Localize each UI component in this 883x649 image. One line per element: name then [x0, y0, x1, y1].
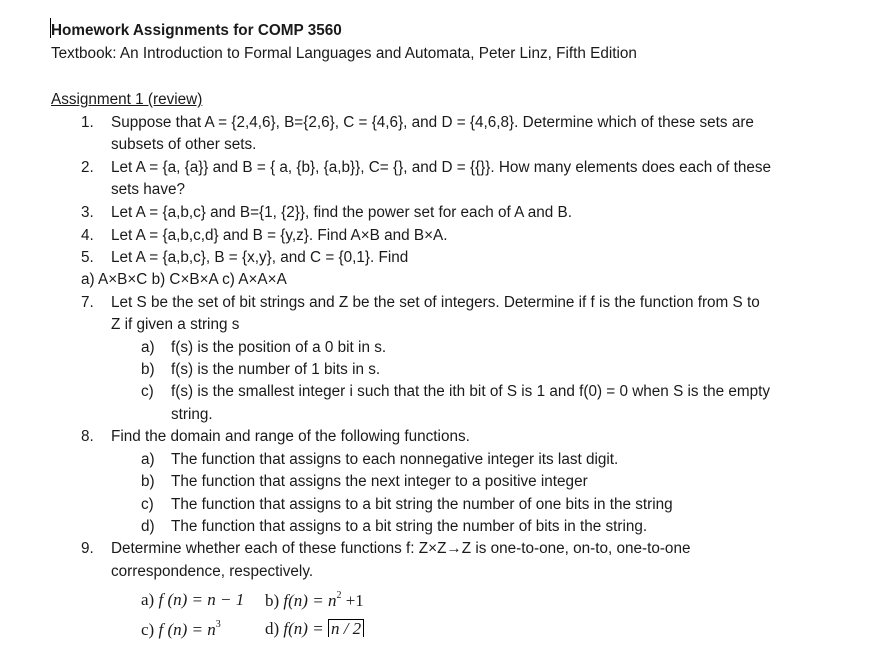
subitem-label: c) — [141, 383, 154, 400]
item-text: Determine whether each of these functions f: Z×Z→Z is one-to-one, on-to, one-to-one — [111, 540, 691, 557]
item-text: Find the domain and range of the following functions. — [111, 428, 470, 445]
subitem-label: d) — [141, 518, 155, 535]
assignment-heading: Assignment 1 (review) — [51, 91, 203, 108]
subitem-text: The function that assigns to a bit string the number of bits in the string. — [171, 518, 648, 535]
item-text: sets have? — [111, 181, 185, 198]
item-text: Let A = {a, {a}} and B = { a, {b}, {a,b}}, C= {}, and D = {{}}. How many elements does each of these — [111, 159, 771, 176]
item-number: 8. — [81, 428, 94, 445]
item-number: 7. — [81, 294, 94, 311]
item-number: 5. — [81, 249, 94, 266]
subitem-label: c) — [141, 496, 154, 513]
item-text: correspondence, respectively. — [111, 563, 314, 580]
ceiling-brackets: n / 2 — [328, 619, 364, 637]
subitem-label: b) — [141, 361, 155, 378]
subitem-text: The function that assigns the next integer to a positive integer — [171, 473, 588, 490]
item-text: Suppose that A = {2,4,6}, B={2,6}, C = {4,6}, and D = {4,6,8}. Determine which of these sets are — [111, 114, 754, 131]
subitem-label: a) — [141, 451, 155, 468]
item-text: Let A = {a,b,c}, B = {x,y}, and C = {0,1}. Find — [111, 249, 409, 266]
item-number: 1. — [81, 114, 94, 131]
formula-b: b) $f(n) = n^2 +1$ — [265, 590, 364, 610]
item-text: Let A = {a,b,c} and B={1, {2}}, find the power set for each of A and B. — [111, 204, 572, 221]
formula-a: a) f (n) = n − 1 — [141, 590, 245, 609]
subitem-text: f(s) is the smallest integer i such that the ith bit of S is 1 and f(0) = 0 when S is the empty — [171, 383, 770, 400]
item-text: subsets of other sets. — [111, 136, 257, 153]
subitem-text: The function that assigns to each nonnegative integer its last digit. — [171, 451, 619, 468]
textbook-line: Textbook: An Introduction to Formal Languages and Automata, Peter Linz, Fifth Edition — [51, 45, 637, 62]
subitem-label: a) — [141, 339, 155, 356]
page-title: Homework Assignments for COMP 3560 — [51, 22, 342, 39]
subitem-text: The function that assigns to a bit string the number of one bits in the string — [171, 496, 673, 513]
item-text: Let S be the set of bit strings and Z be the set of integers. Determine if f is the function from S to — [111, 294, 760, 311]
item-text: Z if given a string s — [111, 316, 240, 333]
item-number: 4. — [81, 227, 94, 244]
item-text: Let A = {a,b,c,d} and B = {y,z}. Find A×B and B×A. — [111, 227, 448, 244]
subitem-label: b) — [141, 473, 155, 490]
item-number: 9. — [81, 540, 94, 557]
formula-c: c) f $(n) = n^3$ — [141, 619, 221, 639]
subitem-text: f(s) is the position of a 0 bit in s. — [171, 339, 387, 356]
subitem-text: string. — [171, 406, 213, 423]
item-text: a) A×B×C b) C×B×A c) A×A×A — [81, 271, 287, 288]
subitem-text: f(s) is the number of 1 bits in s. — [171, 361, 381, 378]
item-number: 3. — [81, 204, 94, 221]
item-number: 2. — [81, 159, 94, 176]
formula-d: d) f(n) = n / 2 — [265, 619, 364, 639]
